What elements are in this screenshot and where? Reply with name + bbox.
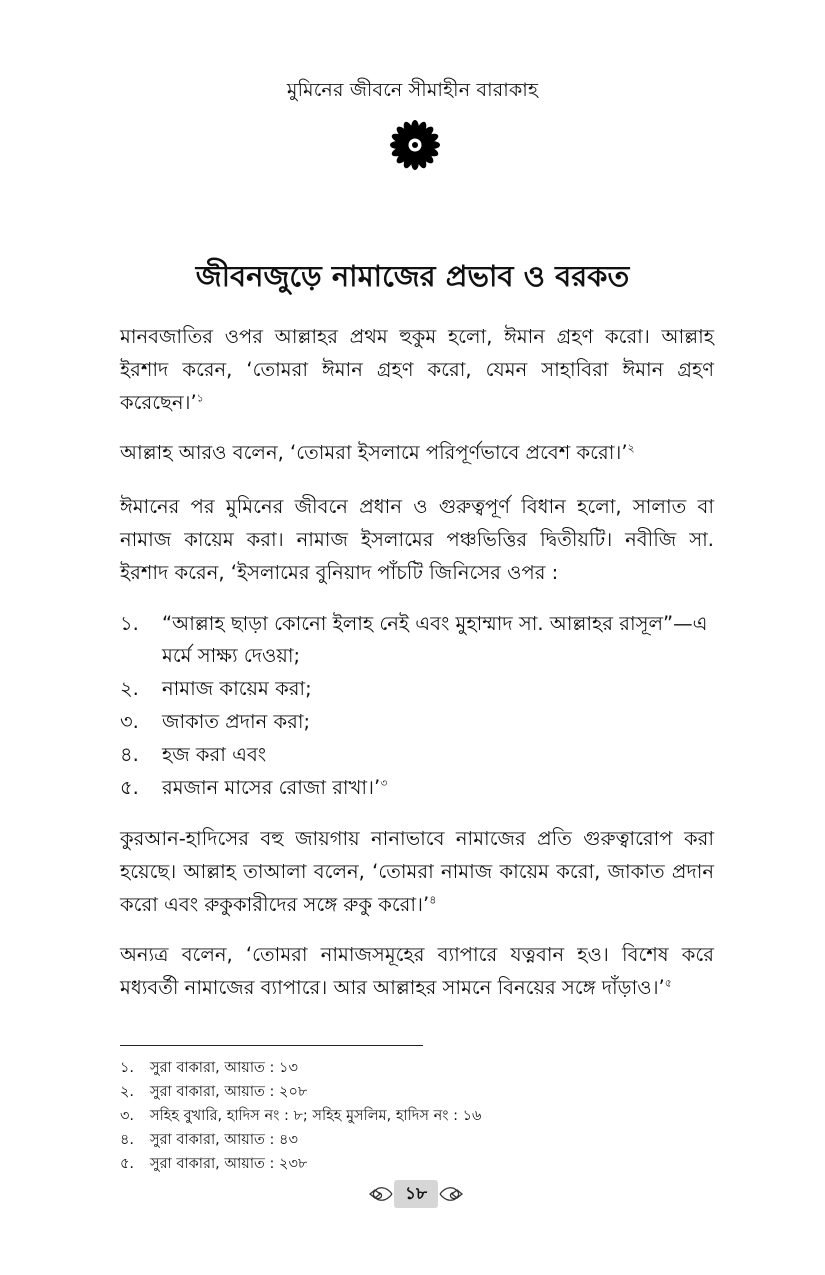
list-item [120, 673, 720, 705]
list-item [120, 608, 720, 672]
paragraph-middle-prayer [120, 938, 714, 1004]
footnote-number: ১. [120, 1060, 135, 1076]
list-item [120, 706, 720, 738]
footnote-item [120, 1104, 720, 1128]
paragraph-text: মানবজাতির ওপর আল্লাহর প্রথম হুকুম হলো, ঈমান গ্রহণ করো। আল্লাহ ইরশাদ করেন, ‘তোমরা ঈমান গ্রহণ করো, যেমন সাহাবিরা ঈমান গ্রহণ করেছেন।’ [120, 325, 714, 414]
paragraph-islam [120, 436, 714, 469]
pillars-list [120, 608, 720, 805]
paragraph-text: অন্যত্র বলেন, ‘তোমরা নামাজসমূহের ব্যাপারে যত্নবান হও। বিশেষ করে মধ্যবর্তী নামাজের ব্যাপারে। আর আল্লাহর সামনে বিনয়ের সঙ্গে দাঁড়াও।’ [120, 943, 714, 999]
footnote-item [120, 1152, 720, 1176]
footnote-divider [120, 1045, 423, 1046]
list-item-number: ৩. [120, 710, 139, 733]
footnote-ref: ১ [196, 391, 204, 405]
footnote-text: সুরা বাকারা, আয়াত : ৪৩ [150, 1132, 298, 1148]
footnote-text: সুরা বাকারা, আয়াত : ২৩৮ [150, 1156, 308, 1172]
paragraph-salat [120, 490, 714, 589]
chapter-title: জীবনজুড়ে নামাজের প্রভাব ও বরকত [195, 259, 630, 293]
footnote-text: সুরা বাকারা, আয়াত : ১৩ [150, 1060, 298, 1076]
list-item-text: রমজান মাসের রোজা রাখা।’ [162, 776, 381, 799]
paragraph-text: আল্লাহ আরও বলেন, ‘তোমরা ইসলামে পরিপূর্ণভাবে প্রবেশ করো।’ [120, 441, 628, 464]
paragraph-quran-hadith [120, 822, 714, 921]
footnote-number: ৫. [120, 1156, 135, 1172]
footnote-item [120, 1128, 720, 1152]
list-item-text: জাকাত প্রদান করা; [162, 710, 311, 733]
list-item-text: “আল্লাহ ছাড়া কোনো ইলাহ নেই এবং মুহাম্মাদ সা. আল্লাহর রাসূল”—এ মর্মে সাক্ষ্য দেওয়া; [162, 612, 708, 667]
paragraph-text: ঈমানের পর মুমিনের জীবনে প্রধান ও গুরুত্বপূর্ণ বিধান হলো, সালাত বা নামাজ কায়েম করা। নামাজ ইসলামের পঞ্চভিত্তির দ্বিতীয়টি। নবীজি সা. ইরশাদ করেন, ‘ইসলামের বুনিয়াদ পাঁচটি জিনিসের ওপর : [120, 495, 714, 584]
list-item-text: হজ করা এবং [162, 743, 267, 766]
footnote-number: ৩. [120, 1108, 135, 1124]
footnote-ref: ৪ [429, 893, 437, 907]
footnote-number: ২. [120, 1084, 135, 1100]
page-number-block [368, 1178, 464, 1210]
footnote-ref: ৫ [664, 976, 672, 990]
list-item [120, 739, 720, 771]
footnote-ref: ২ [627, 441, 635, 455]
running-head: মুমিনের জীবনে সীমাহীন বারাকাহ [286, 79, 539, 101]
footnote-item [120, 1056, 720, 1080]
footnote-text: সুরা বাকারা, আয়াত : ২০৮ [150, 1084, 308, 1100]
list-item-number: ৫. [120, 776, 139, 799]
flower-ornament-icon [390, 120, 440, 170]
paragraph-text: কুরআন-হাদিসের বহু জায়গায় নানাভাবে নামাজের প্রতি গুরুত্বারোপ করা হয়েছে। আল্লাহ তাআলা বলেন, ‘তোমরা নামাজ কায়েম করো, জাকাত প্রদান করো এবং রুকুকারীদের সঙ্গে রুকু করো।’ [120, 827, 714, 916]
footnotes-list [120, 1056, 720, 1176]
footnote-item [120, 1080, 720, 1104]
page-number: ১৮ [394, 1180, 438, 1208]
footnote-text: সহিহ বুখারি, হাদিস নং : ৮; সহিহ মুসলিম, হাদিস নং : ১৬ [150, 1108, 482, 1124]
list-item-text: নামাজ কায়েম করা; [162, 677, 312, 700]
list-item-number: ৪. [120, 743, 139, 766]
footnote-number: ৪. [120, 1132, 135, 1148]
paragraph-iman [120, 320, 714, 419]
list-item-number: ১. [120, 612, 139, 635]
list-item-number: ২. [120, 677, 139, 700]
list-item [120, 772, 720, 804]
footnote-ref: ৩ [380, 776, 388, 790]
